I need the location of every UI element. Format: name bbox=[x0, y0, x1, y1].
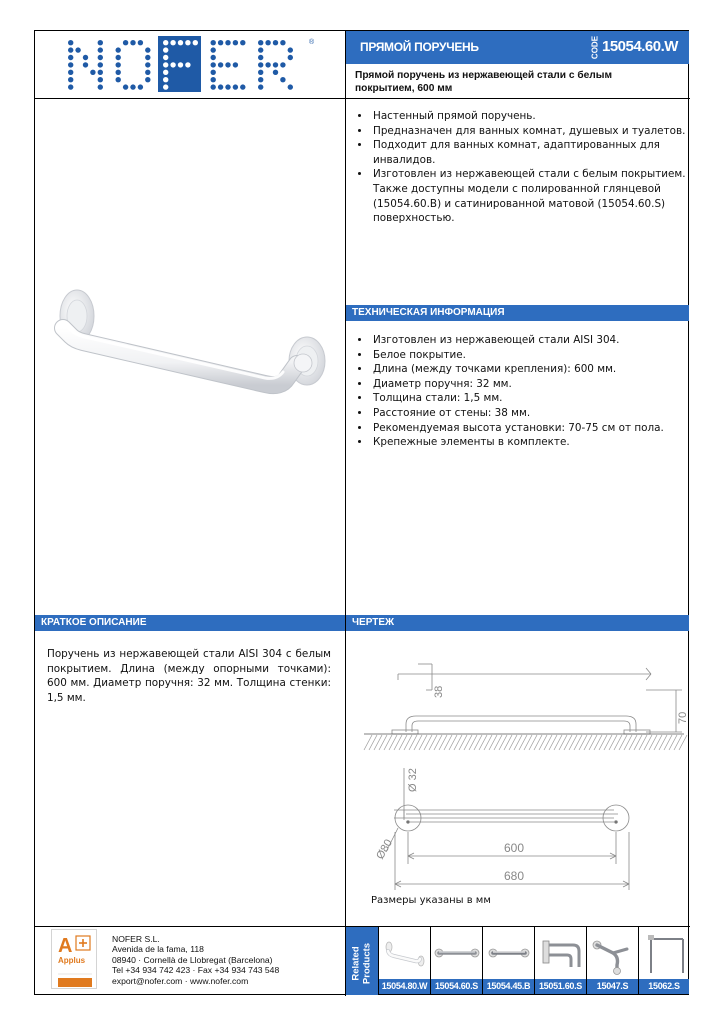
summary-text: Поручень из нержавеющей стали AISI 304 с белым покрытием. Длина (между опорными точками): 600 мм. Диаметр поручня: 32 мм. Толщина стенки: 1,5 мм. bbox=[47, 648, 331, 704]
related-product-5[interactable] bbox=[586, 927, 638, 994]
straight-bar-satin-icon bbox=[431, 927, 483, 979]
tech-list bbox=[347, 333, 687, 450]
tech-item: • Толщина стали: 1,5 мм. bbox=[371, 391, 687, 406]
company-info bbox=[112, 934, 279, 986]
related-product-1[interactable] bbox=[378, 927, 430, 994]
related-label-1: Related bbox=[350, 946, 362, 981]
tech-item: • Изготовлен из нержавеющей стали AISI 304. bbox=[371, 333, 687, 348]
related-product-4[interactable] bbox=[534, 927, 586, 994]
dim-height-label: 70 bbox=[677, 711, 689, 724]
wall-hatch bbox=[364, 735, 687, 750]
company-phone: Tel +34 934 742 423 · Fax +34 934 743 548 bbox=[112, 965, 280, 976]
related-code: 15062.S bbox=[639, 979, 689, 994]
angled-bar-icon bbox=[587, 927, 639, 979]
page-title: ПРЯМОЙ ПОРУЧЕНЬ bbox=[360, 40, 479, 54]
tech-item: • Длина (между точками крепления): 600 мм. bbox=[371, 362, 687, 377]
tech-item: • Крепежные элементы в комплекте. bbox=[371, 435, 687, 450]
straight-bar-polished-icon bbox=[483, 927, 535, 979]
subtitle-line-2: покрытием, 600 мм bbox=[355, 83, 453, 94]
product-photo bbox=[35, 256, 345, 426]
subtitle-line-1: Прямой поручень из нержавеющей стали с белым bbox=[355, 70, 613, 81]
product-subtitle bbox=[355, 69, 685, 95]
related-code: 15047.S bbox=[587, 979, 638, 994]
features-list bbox=[347, 109, 687, 226]
svg-text:®: ® bbox=[309, 39, 315, 46]
related-label bbox=[346, 927, 378, 995]
product-sheet bbox=[34, 30, 689, 995]
product-code: 15054.60.W bbox=[602, 38, 678, 55]
shower-curtain-rail-icon bbox=[639, 927, 690, 979]
related-product-3[interactable] bbox=[482, 927, 534, 994]
related-code: 15054.45.B bbox=[483, 979, 534, 994]
dimension-drawing-icon bbox=[346, 632, 689, 922]
dim-total-label: 680 bbox=[504, 869, 525, 883]
dim-centers-label: 600 bbox=[504, 841, 525, 855]
svg-text:A: A bbox=[58, 935, 73, 957]
feature-item: • Настенный прямой поручень. bbox=[371, 109, 687, 124]
tech-item: • Диаметр поручня: 32 мм. bbox=[371, 377, 687, 392]
tech-item: • Расстояние от стены: 38 мм. bbox=[371, 406, 687, 421]
related-code: 15054.60.S bbox=[431, 979, 482, 994]
feature-item: • Подходит для ванных комнат, адаптированных для инвалидов. bbox=[371, 138, 687, 167]
section-tech-title: ТЕХНИЧЕСКАЯ ИНФОРМАЦИЯ bbox=[346, 305, 689, 321]
cert-brand: Applus bbox=[58, 956, 86, 965]
related-products bbox=[378, 927, 689, 995]
company-web: export@nofer.com · www.nofer.com bbox=[112, 975, 249, 986]
company-address-2: 08940 · Cornellà de Llobregat (Barcelona) bbox=[112, 954, 273, 965]
section-summary-title: КРАТКОЕ ОПИСАНИЕ bbox=[35, 615, 345, 631]
related-product-6[interactable] bbox=[638, 927, 689, 994]
foldable-bar-icon bbox=[535, 927, 587, 979]
drawing-note: Размеры указаны в мм bbox=[371, 895, 491, 906]
tech-item: • Рекомендуемая высота установки: 70-75 см от пола. bbox=[371, 421, 687, 436]
code-label: CODE bbox=[590, 35, 600, 60]
section-drawing-title: ЧЕРТЕЖ bbox=[346, 615, 689, 631]
title-bar bbox=[346, 31, 689, 64]
dim-flange-label: Ø80 bbox=[374, 837, 395, 862]
grab-bar-photo-icon bbox=[35, 256, 345, 426]
side-view bbox=[364, 664, 684, 734]
technical-drawing bbox=[346, 632, 689, 922]
feature-item: • Предназначен для ванных комнат, душевых и туалетов. bbox=[371, 124, 687, 139]
related-code: 15054.80.W bbox=[379, 979, 430, 994]
related-label-2: Products bbox=[361, 942, 372, 985]
certification-badge bbox=[51, 929, 97, 989]
related-code: 15051.60.S bbox=[535, 979, 586, 994]
dim-diameter-label: Ø 32 bbox=[407, 768, 419, 792]
brand-logo bbox=[65, 36, 315, 92]
feature-item: • Изготовлен из нержавеющей стали с белым покрытием. Также доступны модели с полированной глянцевой (15054.60.B) и сатинированной матовой (15054.60.S) поверхностью. bbox=[371, 167, 687, 225]
dim-offset-label: 38 bbox=[433, 685, 445, 698]
nofer-logo-icon bbox=[65, 36, 315, 92]
related-product-2[interactable] bbox=[430, 927, 482, 994]
tech-item: • Белое покрытие. bbox=[371, 348, 687, 363]
straight-bar-white-icon bbox=[379, 927, 431, 979]
company-address-1: Avenida de la fama, 118 bbox=[112, 944, 204, 955]
company-name: NOFER S.L. bbox=[112, 934, 160, 944]
